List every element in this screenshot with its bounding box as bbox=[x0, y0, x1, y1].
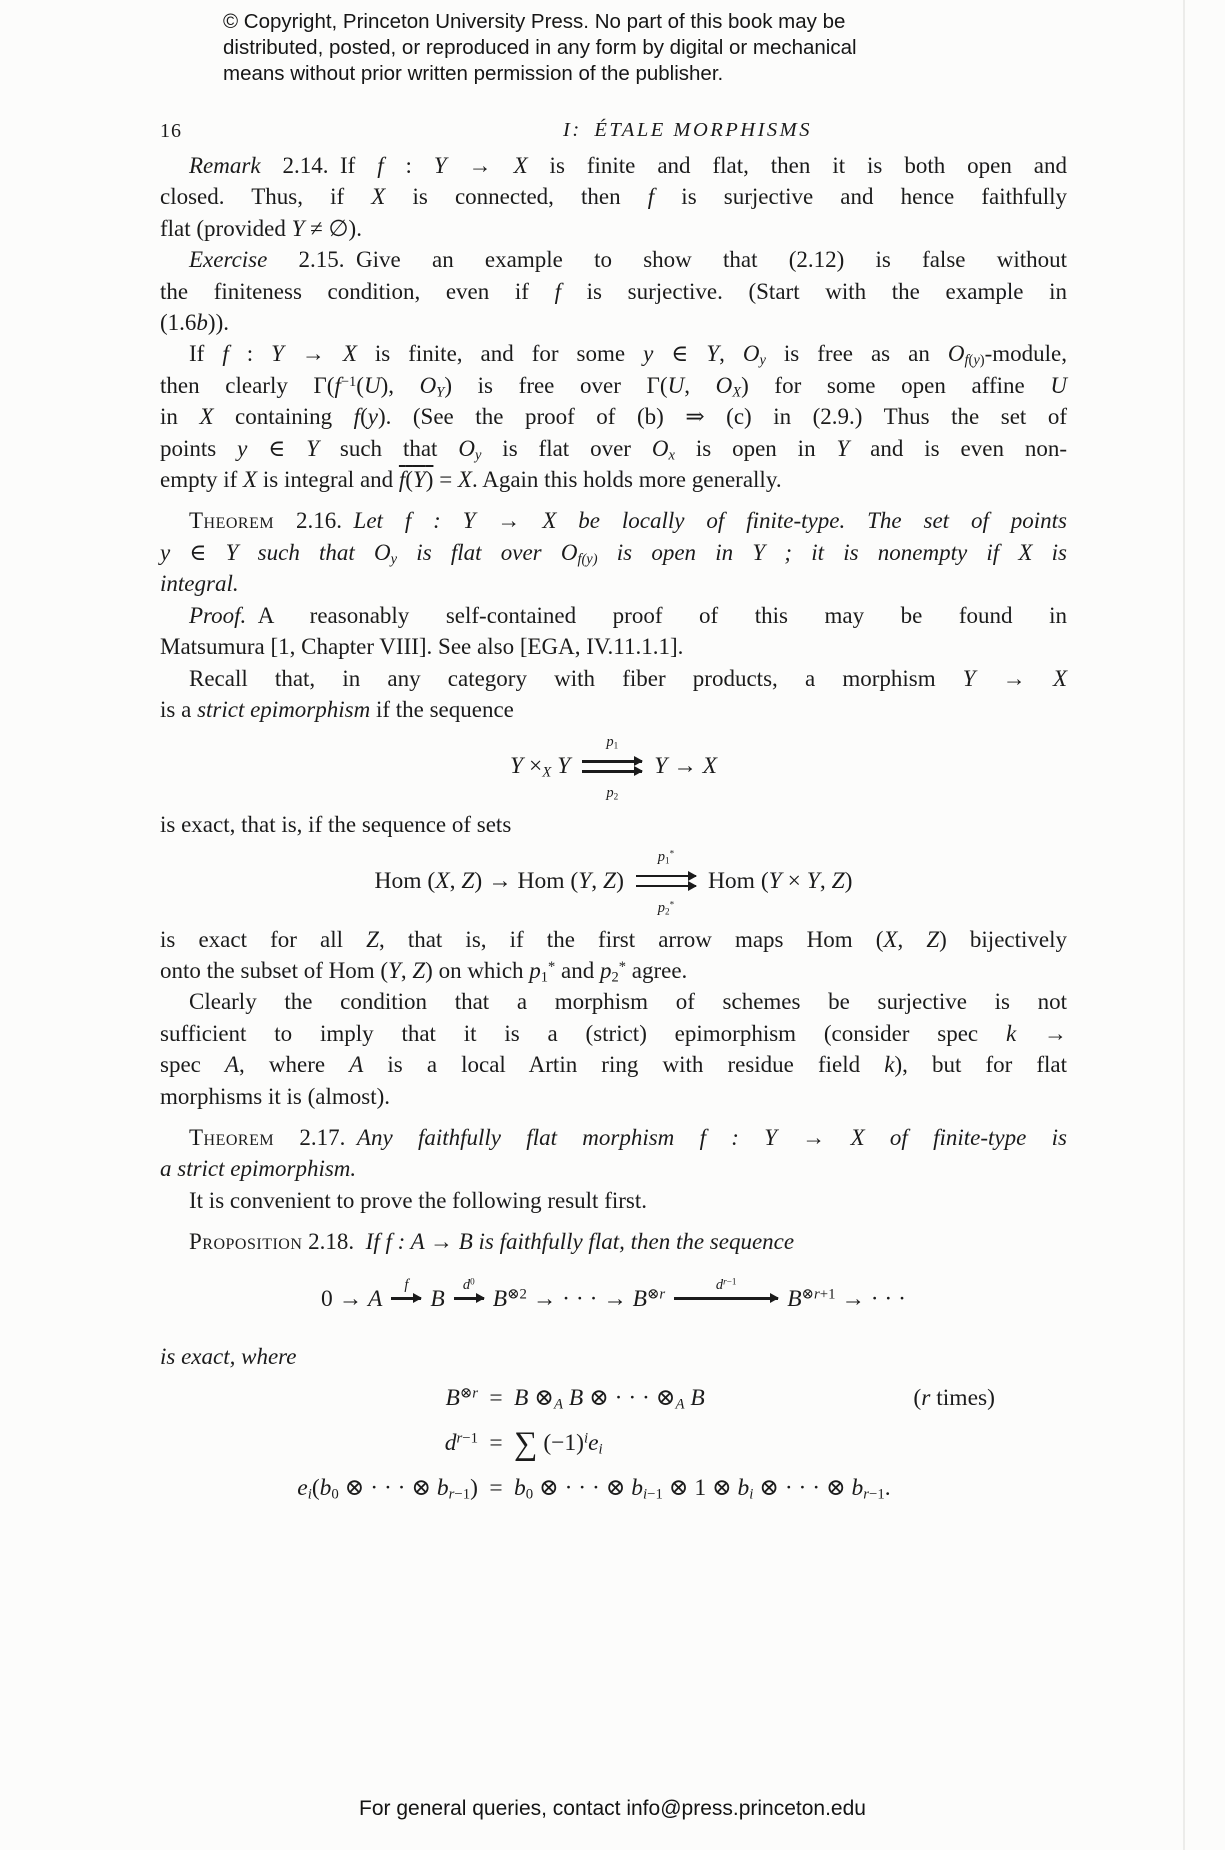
page-number: 16 bbox=[160, 120, 182, 142]
text-line: integral. bbox=[160, 571, 239, 597]
copyright-line: © Copyright, Princeton University Press. No part of this book may be bbox=[223, 10, 846, 33]
hom-sequence: Hom (X, Z) → Hom (Y, Z) $\frac{p_1^*}{p_2^*}$ Hom (Y × Y, Z) bbox=[374, 848, 853, 917]
equals-sign: = bbox=[489, 1475, 503, 1502]
text-line: is a strict epimorphism if the sequence bbox=[160, 696, 514, 722]
text-line: If f : Y → X is finite, and for some y ∈ Y, $O_y$ is free as an $O_{f(y)}$-module, bbox=[189, 341, 1067, 370]
running-head: I: ÉTALE MORPHISMS bbox=[563, 119, 813, 141]
page-body bbox=[160, 150, 1067, 1511]
text-line: flat (provided Y ≠ ∅). bbox=[160, 215, 362, 241]
footer-contact: For general queries, contact info@press.princeton.edu bbox=[359, 1797, 866, 1820]
text-line: is exact for all Z, that is, if the first arrow maps Hom (X, Z) bijectively bbox=[160, 926, 1067, 952]
text-line: empty if X is integral and f(Y) = X. Again this holds more generally. bbox=[160, 467, 782, 493]
text-line: the finiteness condition, even if f is surjective. (Start with the example in bbox=[160, 278, 1067, 304]
text-line: Proof. A reasonably self-contained proof of this may be found in bbox=[189, 602, 1067, 628]
copyright-notice bbox=[223, 9, 883, 87]
text-line: closed. Thus, if X is connected, then f is surjective and hence faithfully bbox=[160, 184, 1067, 210]
text-line: sufficient to imply that it is a (strict) epimorphism (consider spec k → bbox=[160, 1020, 1068, 1046]
fiber-product-sequence: $Y \times_X$ Y $\frac{p_1}{p_2}$ Y → X bbox=[510, 733, 717, 802]
equation-lhs: $d^{r-1}$ bbox=[444, 1430, 478, 1457]
equals-sign: = bbox=[489, 1430, 503, 1457]
text-line: is exact, where bbox=[160, 1344, 297, 1369]
text-line: Exercise 2.15. Give an example to show that (2.12) is false without bbox=[189, 247, 1067, 273]
text-line: spec A, where A is a local Artin ring with residue field k), but for flat bbox=[160, 1052, 1068, 1078]
text-line: is exact, that is, if the sequence of sets bbox=[160, 811, 512, 837]
text-line: Clearly the condition that a morphism of schemes be surjective is not bbox=[189, 989, 1067, 1015]
equation-rhs: $b_0$ ⊗ · · · ⊗ $b_{i-1}$ ⊗ 1 ⊗ $b_i$ ⊗ · · · ⊗ $b_{r-1}$. bbox=[514, 1475, 891, 1504]
text-line: Matsumura [1, Chapter VIII]. See also [EGA, IV.11.1.1]. bbox=[160, 634, 684, 660]
text-line: y ∈ Y such that $O_y$ is flat over $O_{f(y)}$ is open in Y ; it is nonempty if X is bbox=[160, 539, 1067, 568]
text-line: onto the subset of Hom (Y, Z) on which $p_1^*$ and $p_2^*$ agree. bbox=[160, 957, 688, 986]
text-line: Recall that, in any category with fiber products, a morphism Y → X bbox=[189, 665, 1068, 691]
text-line: Remark 2.14. If f : Y → X is finite and flat, then it is both open and bbox=[189, 153, 1068, 178]
equation-lhs: $e_i(b_0$ ⊗ · · · ⊗ $b_{r-1}$) bbox=[297, 1475, 478, 1504]
text-line: Theorem 2.17. Any faithfully flat morphism f : Y → X of finite-type is bbox=[189, 1124, 1067, 1150]
copyright-line: distributed, posted, or reproduced in any form by digital or mechanical bbox=[223, 36, 857, 59]
copyright-line: means without prior written permission of the publisher. bbox=[223, 62, 724, 85]
text-line: a strict epimorphism. bbox=[160, 1156, 357, 1182]
equation-row bbox=[160, 1466, 1067, 1511]
text-line: (1.6b)). bbox=[160, 310, 229, 336]
equals-sign: = bbox=[489, 1385, 503, 1412]
equation-rhs: B $\otimes_A$ B ⊗ · · · $\otimes_A$ B bbox=[514, 1385, 705, 1414]
tensor-definitions bbox=[160, 1376, 1067, 1511]
text-line: points y ∈ Y such that $O_y$ is flat over $O_x$ is open in Y and is even non- bbox=[160, 435, 1068, 464]
amitsur-complex: 0 → A f B $d^0$ $B^{\otimes 2}$ → · · · → $B^{\otimes r}$ $d^{r-1}$ $B^{\otimes r+1}$ → · · · bbox=[321, 1276, 906, 1312]
scan-edge-shadow bbox=[1183, 0, 1185, 1850]
equation-lhs: $B^{\otimes r}$ bbox=[445, 1385, 478, 1412]
text-line: Theorem 2.16. Let f : Y → X be locally of finite-type. The set of points bbox=[189, 508, 1068, 534]
text-line: Proposition 2.18. If f : A → B is faithfully flat, then the sequence bbox=[189, 1229, 795, 1255]
equation-note: (r times) bbox=[913, 1385, 995, 1412]
text-line: It is convenient to prove the following result first. bbox=[189, 1187, 647, 1213]
equation-rhs: ∑ $(-1)^ie_i$ bbox=[514, 1426, 603, 1463]
equation-row bbox=[160, 1421, 1067, 1466]
text-line: then clearly $\Gamma(f^{-1}(U)$, $O_Y$) is free over Γ(U, $O_X$) for some open affine U bbox=[160, 372, 1067, 401]
text-line: morphisms it is (almost). bbox=[160, 1083, 390, 1109]
text-line: in X containing f(y). (See the proof of (b) ⇒ (c) in (2.9.) Thus the set of bbox=[160, 404, 1068, 430]
